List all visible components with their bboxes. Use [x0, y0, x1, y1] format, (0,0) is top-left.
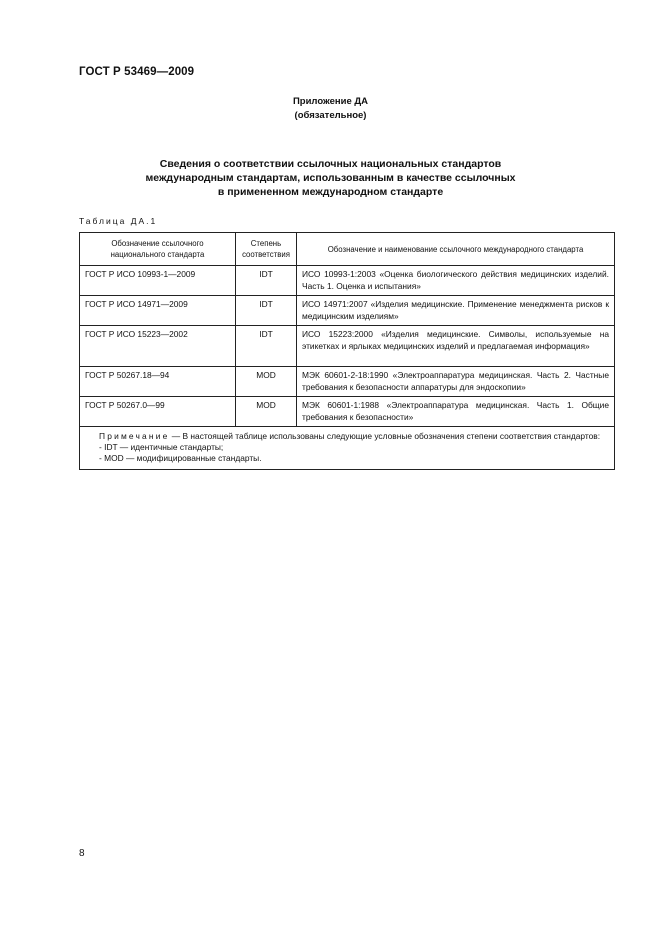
table-note-row: [80, 427, 615, 470]
page-number: 8: [79, 848, 85, 859]
cell-international: ИСО 14971:2007 «Изделия медицинские. Применение менеджмента рисков к медицинским изделиям»: [297, 296, 615, 326]
note-lead: [87, 431, 607, 442]
cell-degree: MOD: [236, 367, 297, 397]
section-title-line-3: в примененном международном стандарте: [217, 186, 444, 198]
table-row: [80, 296, 615, 326]
note-label: Примечание: [99, 431, 170, 441]
cell-national: ГОСТ Р ИСО 15223—2002: [80, 326, 236, 367]
cell-national: ГОСТ Р 50267.18—94: [80, 367, 236, 397]
cell-national: ГОСТ Р 50267.0—99: [80, 397, 236, 427]
table-caption: Таблица ДА.1: [79, 216, 158, 226]
cell-national: ГОСТ Р ИСО 14971—2009: [80, 296, 236, 326]
cell-international: МЭК 60601-1:1988 «Электроаппаратура медицинская. Часть 1. Общие требования к безопасности»: [297, 397, 615, 427]
cell-international: ИСО 10993-1:2003 «Оценка биологического действия медицинских изделий. Часть 1. Оценка и испытания»: [297, 266, 615, 296]
cell-international: МЭК 60601-2-18:1990 «Электроаппаратура медицинская. Часть 2. Частные требования к безопасности аппаратуры для эндоскопии»: [297, 367, 615, 397]
appendix-status: (обязательное): [294, 110, 367, 121]
table-row: [80, 326, 615, 367]
column-header-national: Обозначение ссылочного национального стандарта: [80, 233, 236, 266]
cell-degree: IDT: [236, 326, 297, 367]
table-header-row: [80, 233, 615, 266]
column-header-degree: Степень соответствия: [236, 233, 297, 266]
section-title-line-1: Сведения о соответствии ссылочных национальных стандартов: [159, 158, 502, 170]
note-dash: —: [169, 431, 183, 441]
cell-degree: IDT: [236, 266, 297, 296]
cell-degree: MOD: [236, 397, 297, 427]
cell-national: ГОСТ Р ИСО 10993-1—2009: [80, 266, 236, 296]
note-item-mod: - MOD — модифицированные стандарты.: [99, 453, 262, 463]
page-header-standard-code: ГОСТ Р 53469—2009: [79, 66, 195, 78]
appendix-title: Приложение ДА: [292, 96, 369, 107]
table-note: [80, 427, 615, 470]
cell-degree: IDT: [236, 296, 297, 326]
table-row: [80, 367, 615, 397]
correspondence-table: [79, 232, 615, 470]
cell-international: ИСО 15223:2000 «Изделия медицинские. Символы, используемые на этикетках и ярлыках медицинских изделий и предлагаемая информация»: [297, 326, 615, 367]
section-title-line-2: международным стандартам, использованным в качестве ссылочных: [145, 172, 516, 184]
table-row: [80, 266, 615, 296]
table-row: [80, 397, 615, 427]
note-text: В настоящей таблице использованы следующие условные обозначения степени соответствия стандартов:: [182, 431, 601, 441]
note-item-idt: - IDT — идентичные стандарты;: [99, 442, 224, 452]
column-header-international: Обозначение и наименование ссылочного международного стандарта: [297, 233, 615, 266]
